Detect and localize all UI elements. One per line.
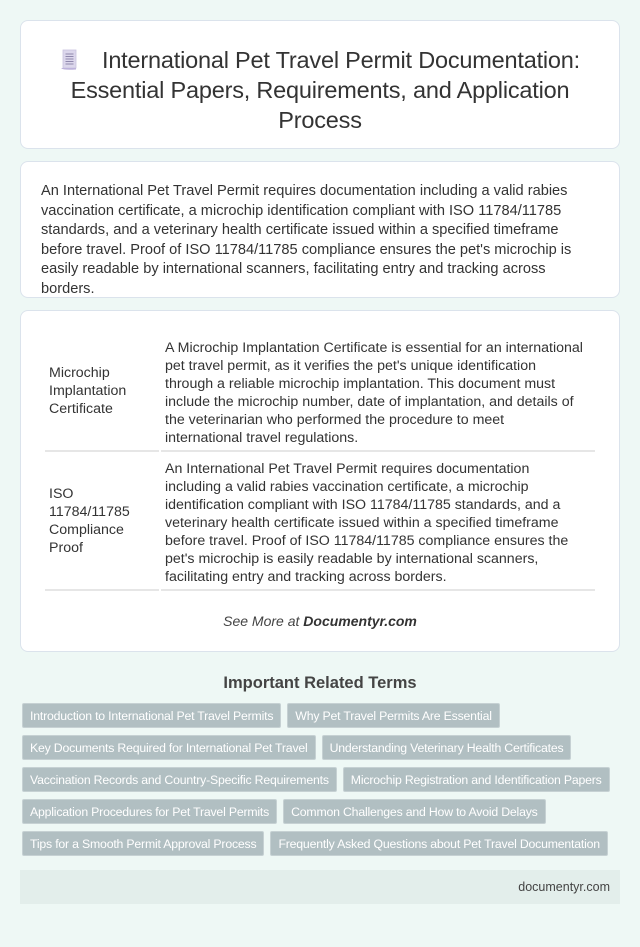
summary-card bbox=[20, 161, 620, 298]
related-term-tag[interactable]: Tips for a Smooth Permit Approval Process bbox=[22, 831, 264, 856]
description-cell: An International Pet Travel Permit requires documentation including a valid rabies vaccination certificate, a microchip identification compliant with ISO 11784/11785 standards, and a veterinary health certificate issued within a specified timeframe before travel. Proof of ISO 11784/11785 compliance ensures the pet's microchip is easily readable by international scanners, facilitating entry and tracking across borders. bbox=[161, 452, 595, 591]
related-term-tag[interactable]: Vaccination Records and Country-Specific Requirements bbox=[22, 767, 337, 792]
summary-text: An International Pet Travel Permit requires documentation including a valid rabies vaccination certificate, a microchip identification compliant with ISO 11784/11785 standards, and a veterinary health certificate issued within a specified timeframe before travel. Proof of ISO 11784/11785 compliance ensures the pet's microchip is easily readable by international scanners, facilitating entry and tracking across borders. bbox=[41, 183, 572, 297]
document-icon bbox=[60, 48, 78, 70]
term-cell: ISO 11784/11785 Compliance Proof bbox=[45, 452, 159, 591]
page-title bbox=[41, 45, 599, 135]
related-term-tag[interactable]: Common Challenges and How to Avoid Delays bbox=[283, 799, 546, 824]
related-term-tag[interactable]: Key Documents Required for International Pet Travel bbox=[22, 735, 316, 760]
page-title-text: International Pet Travel Permit Documentation: Essential Papers, Requirements, and Application Process bbox=[70, 47, 580, 133]
table-row bbox=[45, 331, 595, 452]
terms-table bbox=[43, 331, 597, 591]
footer bbox=[20, 870, 620, 904]
see-more-prefix: See More at bbox=[223, 613, 304, 629]
see-more-link[interactable] bbox=[43, 613, 597, 629]
see-more-site[interactable]: Documentyr.com bbox=[303, 613, 417, 629]
related-term-tag[interactable]: Frequently Asked Questions about Pet Travel Documentation bbox=[270, 831, 608, 856]
related-terms-heading: Important Related Terms bbox=[223, 674, 417, 692]
related-term-tag[interactable]: Why Pet Travel Permits Are Essential bbox=[287, 703, 499, 728]
related-term-tag[interactable]: Microchip Registration and Identification Papers bbox=[343, 767, 610, 792]
table-row bbox=[45, 452, 595, 591]
description-cell: A Microchip Implantation Certificate is essential for an international pet travel permit, as it verifies the pet's unique identification through a reliable microchip implantation. This document must include the microchip number, date of implantation, and details of the veterinarian who performed the procedure to meet international travel regulations. bbox=[161, 331, 595, 452]
title-card bbox=[20, 20, 620, 149]
footer-domain[interactable]: documentyr.com bbox=[518, 880, 610, 894]
related-term-tag[interactable]: Understanding Veterinary Health Certificates bbox=[322, 735, 572, 760]
term-cell: Microchip Implantation Certificate bbox=[45, 331, 159, 452]
related-terms-list bbox=[20, 703, 620, 856]
related-term-tag[interactable]: Introduction to International Pet Travel Permits bbox=[22, 703, 281, 728]
terms-table-card bbox=[20, 310, 620, 652]
related-term-tag[interactable]: Application Procedures for Pet Travel Permits bbox=[22, 799, 277, 824]
